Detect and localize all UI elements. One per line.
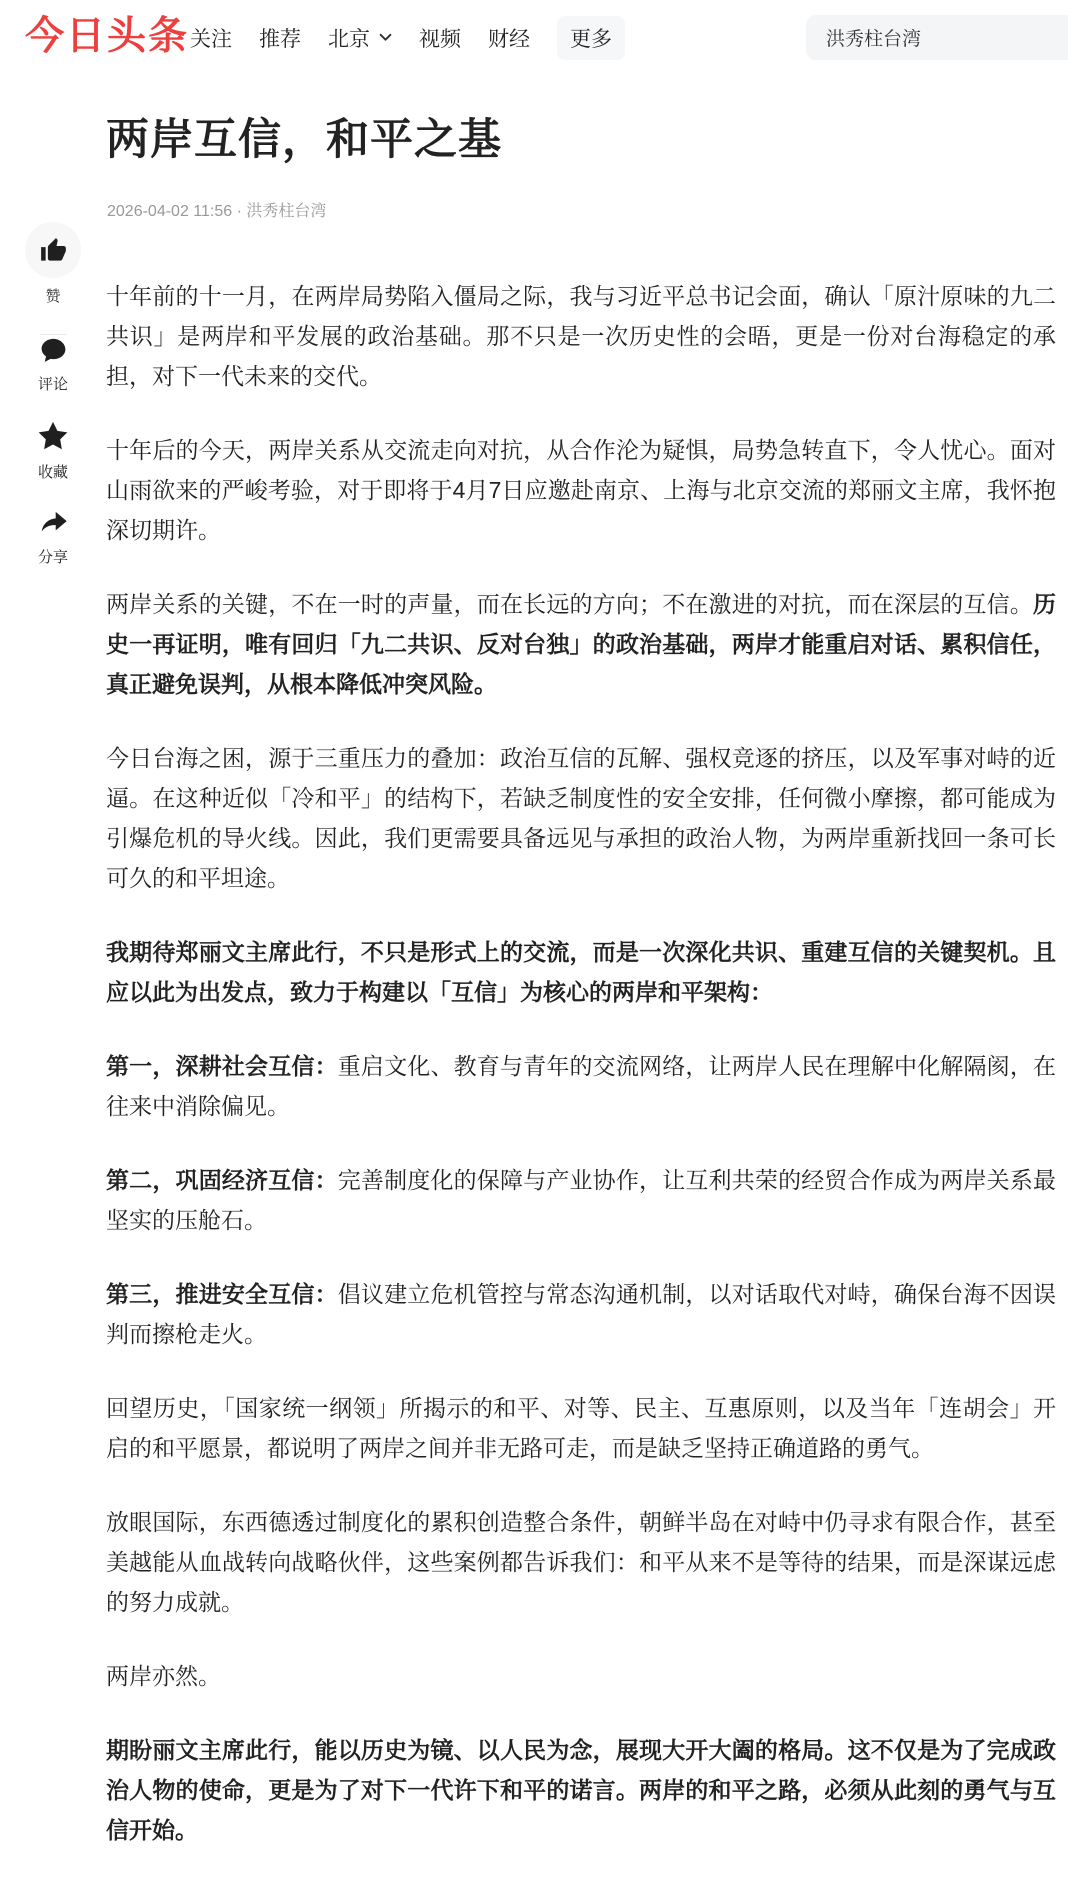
paragraph-bold-text: 历史一再证明，唯有回归「九二共识、反对台独」的政治基础，两岸才能重启对话、累积信任，真正避免误判，从根本降低冲突风险。 <box>106 591 1056 697</box>
top-navigation-bar <box>0 0 1068 75</box>
paragraph-text: 十年前的十一月，在两岸局势陷入僵局之际，我与习近平总书记会面，确认「原汁原味的九二共识」是两岸和平发展的政治基础。那不只是一次历史性的会晤，更是一份对台海稳定的承担，对下一代未来的交代。 <box>106 283 1056 389</box>
paragraph-bold-text: 第一，深耕社会互信： <box>106 1053 338 1079</box>
nav-item-label: 更多 <box>570 27 612 51</box>
article-paragraph <box>106 430 1056 550</box>
article-title: 两岸互信，和平之基 <box>106 116 502 164</box>
search-input[interactable] <box>806 27 1068 49</box>
paragraph-text: 十年后的今天，两岸关系从交流走向对抗，从合作沦为疑惧，局势急转直下，令人忧心。面对山雨欲来的严峻考验，对于即将于4月7日应邀赴南京、上海与北京交流的郑丽文主席，我怀抱深切期许。 <box>106 437 1056 543</box>
paragraph-text: 放眼国际，东西德透过制度化的累积创造整合条件，朝鲜半岛在对峙中仍寻求有限合作，甚至美越能从血战转向战略伙伴，这些案例都告诉我们：和平从来不是等待的结果，而是深谋远虑的努力成就。 <box>106 1509 1056 1615</box>
nav-item-label: 推荐 <box>259 27 301 51</box>
paragraph-text: 今日台海之困，源于三重压力的叠加：政治互信的瓦解、强权竞逐的挤压，以及军事对峙的近逼。在这种近似「冷和平」的结构下，若缺乏制度性的安全安排，任何微小摩擦，都可能成为引爆危机的导火线。因此，我们更需要具备远见与承担的政治人物，为两岸重新找回一条可长可久的和平坦途。 <box>106 745 1056 891</box>
rail-label: 评论 <box>37 376 68 393</box>
action-rail <box>24 222 82 567</box>
article-body <box>106 276 1056 1884</box>
paragraph-text: 倡议建立危机管控与常态沟通机制，以对话取代对峙，确保台海不因误判而擦枪走火。 <box>106 1281 1057 1347</box>
chevron-down-icon <box>379 33 392 42</box>
article-paragraph <box>106 1160 1056 1240</box>
nav-item-4[interactable] <box>419 23 461 53</box>
rail-label: 收藏 <box>37 464 68 481</box>
paragraph-bold-text: 期盼丽文主席此行，能以历史为镜、以人民为念，展现大开大阖的格局。这不仅是为了完成政治人物的使命，更是为了对下一代许下和平的诺言。两岸的和平之路，必须从此刻的勇气与互信开始。 <box>106 1737 1056 1843</box>
main-nav <box>190 0 625 75</box>
article-paragraph <box>106 1046 1056 1126</box>
share-button[interactable] <box>37 506 70 567</box>
article-meta: 2026-04-02 11:56 · 洪秀柱台湾 <box>107 203 327 220</box>
nav-item-label: 财经 <box>488 27 530 51</box>
nav-item-1[interactable] <box>190 23 232 53</box>
article-paragraph <box>106 932 1056 1012</box>
paragraph-bold-text: 第三，推进安全互信： <box>106 1281 338 1307</box>
article-paragraph <box>106 1656 1056 1696</box>
article-paragraph <box>106 1502 1056 1622</box>
comment-icon <box>38 335 69 366</box>
article-paragraph <box>106 276 1056 396</box>
nav-item-2[interactable] <box>259 23 301 53</box>
paragraph-text: 完善制度化的保障与产业协作，让互利共荣的经贸合作成为两岸关系最坚实的压舱石。 <box>106 1167 1057 1233</box>
like-button[interactable] <box>25 222 81 306</box>
nav-item-3[interactable] <box>328 23 392 53</box>
paragraph-text: 回望历史，「国家统一纲领」所揭示的和平、对等、民主、互惠原则，以及当年「连胡会」开启的和平愿景，都说明了两岸之间并非无路可走，而是缺乏坚持正确道路的勇气。 <box>106 1395 1056 1461</box>
nav-item-label: 北京 <box>328 27 370 51</box>
favorite-button[interactable] <box>35 418 71 482</box>
paragraph-text: 重启文化、教育与青年的交流网络，让两岸人民在理解中化解隔阂，在往来中消除偏见。 <box>106 1053 1057 1119</box>
rail-label: 赞 <box>45 288 61 305</box>
article-paragraph <box>106 738 1056 898</box>
comment-button[interactable] <box>38 335 69 394</box>
article-paragraph <box>106 1388 1056 1468</box>
nav-item-label: 关注 <box>190 27 232 51</box>
paragraph-text: 两岸关系的关键，不在一时的声量，而在长远的方向；不在激进的对抗，而在深层的互信。 <box>106 591 1033 617</box>
article-paragraph <box>106 584 1056 704</box>
rail-label: 分享 <box>37 549 68 566</box>
paragraph-text: 两岸亦然。 <box>106 1663 221 1689</box>
paragraph-bold-text: 我期待郑丽文主席此行，不只是形式上的交流，而是一次深化共识、重建互信的关键契机。且应以此为出发点，致力于构建以「互信」为核心的两岸和平架构： <box>106 939 1056 1005</box>
nav-item-6[interactable] <box>557 16 625 60</box>
nav-item-5[interactable] <box>488 23 530 53</box>
toutiao-logo[interactable]: 今日头条 <box>25 15 190 58</box>
article-paragraph <box>106 1274 1056 1354</box>
share-icon <box>37 506 70 539</box>
thumb-up-icon <box>25 222 81 278</box>
star-icon <box>35 418 71 454</box>
paragraph-bold-text: 第二，巩固经济互信： <box>106 1167 338 1193</box>
article-paragraph <box>106 1730 1056 1850</box>
search-box[interactable] <box>806 15 1068 60</box>
nav-item-label: 视频 <box>419 27 461 51</box>
